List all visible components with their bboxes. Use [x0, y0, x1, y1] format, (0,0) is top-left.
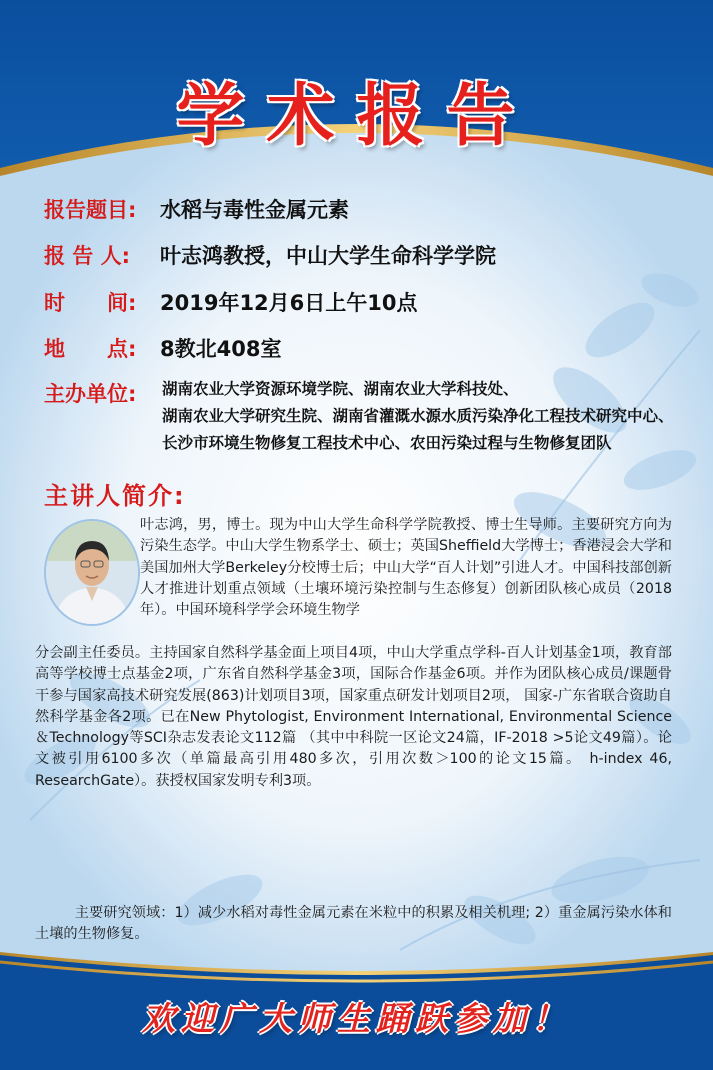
bio-intro: 叶志鸿，男，博士。现为中山大学生命科学学院教授、博士生导师。主要研究方向为污染生态学。中山大学生物系学士、硕士；英国Sheffield大学博士；香港浸会大学和美国加州大学Berkeley分校博士后；中山大学“百人计划”引进人才。中国科技部创新人才推进计划重点领域（土壤环境污染控制与生态修复）创新团队核心成员（2018年）。中国环境科学学会环境生物学	[140, 517, 672, 619]
bio-heading: 主讲人简介:	[44, 482, 186, 510]
bio-research-areas: 主要研究领域：1）减少水稻对毒性金属元素在米粒中的积累及相关机理; 2）重金属污染水体和土壤的生物修复。	[35, 905, 672, 943]
location-value: 8教北408室	[160, 337, 282, 361]
hosts-list	[162, 376, 674, 457]
topic-label: 报告题目:	[44, 198, 137, 222]
time-label: 时 间:	[44, 291, 137, 315]
info-location	[44, 333, 281, 363]
speaker-photo	[44, 519, 140, 626]
info-topic	[44, 194, 349, 224]
bio-main: 分会副主任委员。主持国家自然科学基金面上项目4项，中山大学重点学科-百人计划基金1项，教育部高等学校博士点基金2项，广东省自然科学基金3项，国际合作基金6项。并作为团队核心成员/课题骨干参与国家高技术研究发展(863)计划项目3项，国家重点研发计划项目2项， 国家-广东省联合资助自然科学基金各2项。已在New Phytologist, Environment International, Environmental Science＆Technology等SCI杂志发表论文112篇 （其中中科院一区论文24篇，IF-2018 >5论文49篇）。论文被引用6100多次（单篇最高引用480多次，引用次数＞100的论文15篇。 h-index 46, ResearchGate）。获授权国家发明专利3项。	[35, 645, 672, 789]
speaker-value: 叶志鸿教授，中山大学生命科学学院	[160, 244, 496, 268]
topic-value: 水稻与毒性金属元素	[160, 198, 349, 222]
location-label: 地 点:	[44, 337, 137, 361]
welcome-banner: 欢迎广大师生踊跃参加！	[142, 999, 571, 1038]
info-speaker	[44, 240, 496, 270]
speaker-label: 报 告 人:	[44, 244, 131, 268]
host-line: 长沙市环境生物修复工程技术中心、农田污染过程与生物修复团队	[162, 434, 612, 452]
info-time	[44, 287, 418, 317]
time-value: 2019年12月6日上午10点	[160, 291, 418, 315]
host-line: 湖南农业大学研究生院、湖南省灌溉水源水质污染净化工程技术研究中心、	[162, 407, 674, 425]
host-line: 湖南农业大学资源环境学院、湖南农业大学科技处、	[162, 380, 519, 398]
poster-title: 学术报告	[176, 77, 537, 156]
speaker-photo-icon	[46, 521, 138, 624]
hosts-label: 主办单位:	[44, 382, 137, 406]
